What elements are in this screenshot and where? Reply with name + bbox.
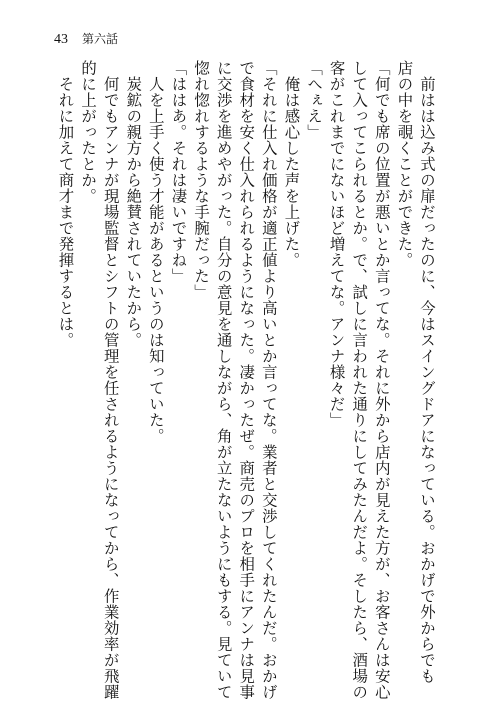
- text-line: 的に上がったとか。: [79, 60, 98, 204]
- text-line: 客がこれまでにないほど増えてな。アンナ様々だ」: [327, 60, 346, 428]
- text-line: で食材を安く仕入れられるようになった。凄かったぜ。商売のプロを相手にアンナは見事: [237, 60, 256, 700]
- vertical-body-text: [54, 60, 438, 700]
- text-line: それに加えて商才まで発揮するとは。: [56, 60, 75, 348]
- text-line: 前はは込み式の扉だったのに、今はスイングドアになっている。おかげで外からでも: [418, 60, 436, 684]
- text-line: 何でもアンナが現場監督とシフトの管理を任されるようになってから、作業効率が飛躍: [101, 60, 120, 700]
- text-line: 惚れ惚れするような手腕だった」: [192, 60, 211, 300]
- text-line: して入ってこられるとか。で、試しに言われた通りにしてみたんだよ。そしたら、酒場の: [350, 60, 369, 700]
- text-line: 人を上手く使う才能があるというのは知っていた。: [146, 60, 165, 444]
- text-line: 「何でも席の位置が悪いとか言ってな。それに外から店内が見えた方が、お客さんは安心: [372, 60, 391, 700]
- text-line: 「ははあ。それは凄いですね」: [169, 60, 188, 284]
- text-line: 炭鉱の親方から絶賛されていたから。: [124, 60, 143, 348]
- chapter-title: 第六話: [82, 32, 119, 46]
- text-line: 俺は感心した声を上げた。: [282, 60, 301, 268]
- page-header: [54, 30, 118, 48]
- page-number: 43: [54, 32, 68, 47]
- text-line: 「それに仕入れ価格が適正値より高いとか言ってな。業者と交渉してくれたんだ。おかげ: [259, 60, 278, 700]
- text-line: 店の中を覗くことができた。: [395, 60, 414, 268]
- text-line: に交渉を進めやがった。自分の意見を通しながら、角が立たないようにもする。見ていて: [214, 60, 233, 700]
- text-line: 「へぇえ」: [305, 60, 324, 140]
